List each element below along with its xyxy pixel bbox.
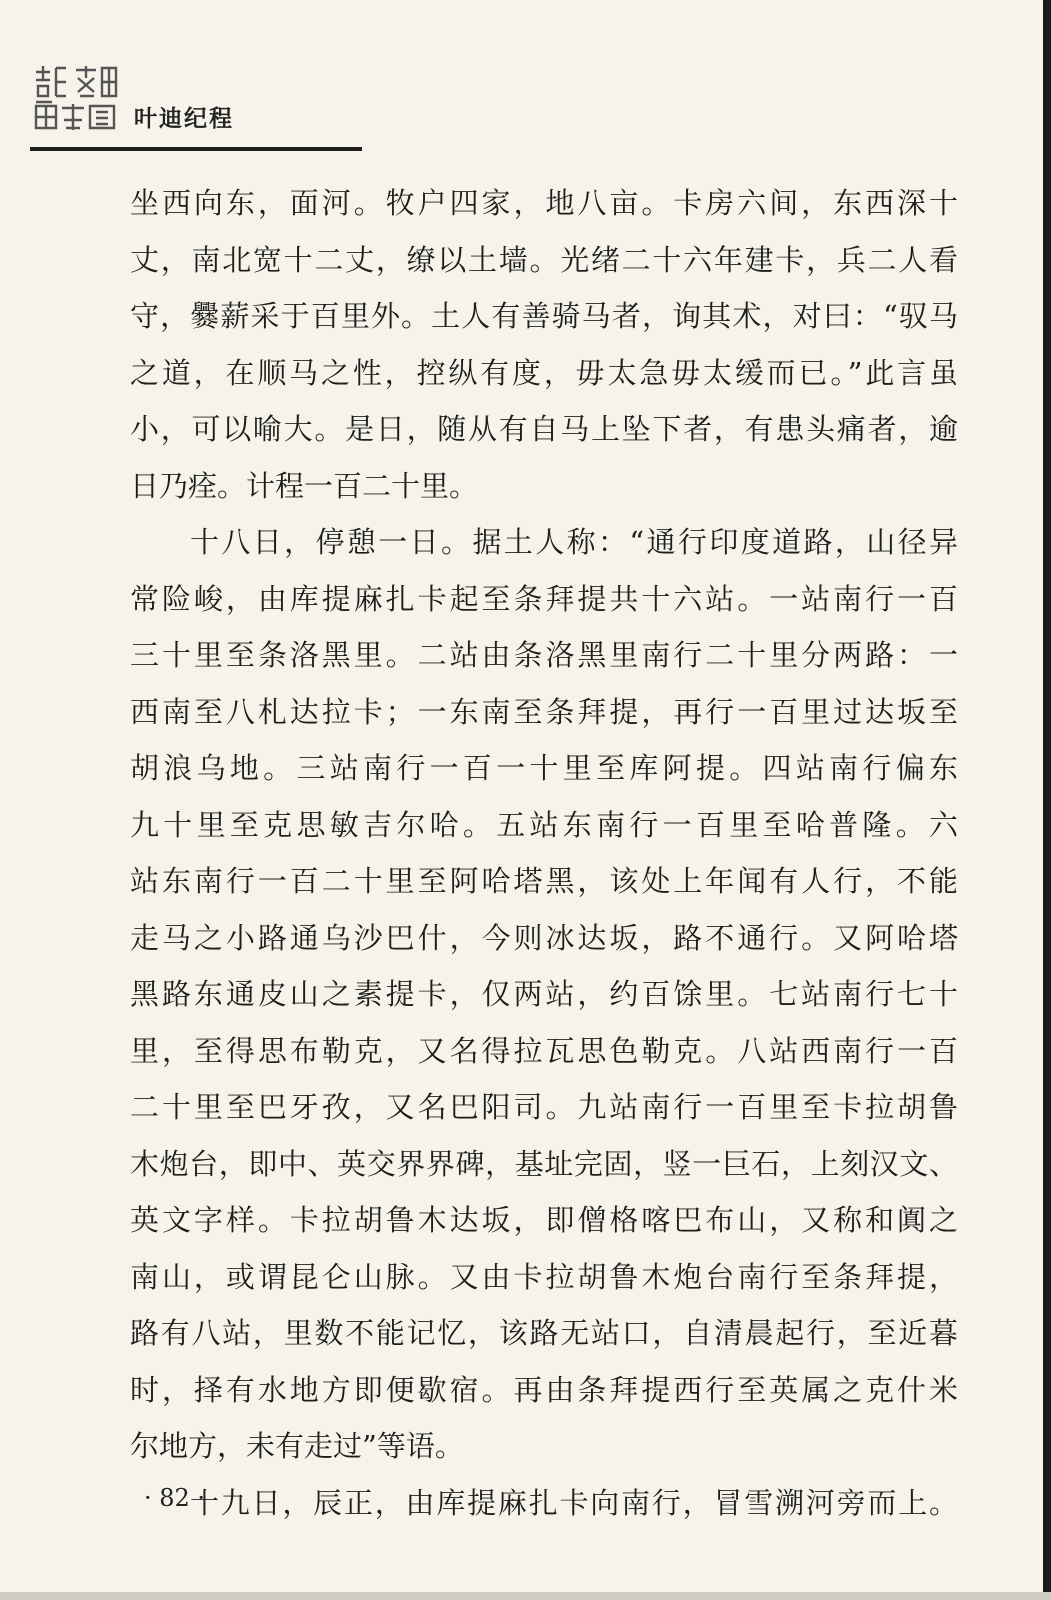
text-line: 十八日，停憩一日。据土人称：“通行印度道路，山径异 [190,525,958,559]
text-line: 常险峻，由库提麻扎卡起至条拜提共十六站。一站南行一百 [130,581,958,616]
text-line: 三十里至条洛黑里。二站由条洛黑里南行二十里分两路：一 [130,638,958,672]
series-seal-logo [30,62,122,134]
text-line: 里，至得思布勒克，又名得拉瓦思色勒克。八站西南行一百 [130,1033,958,1068]
page-edge-bottom [0,1592,1051,1600]
text-line: 走马之小路通乌沙巴什，今则冰达坂，路不通行。又阿哈塔 [130,920,958,955]
text-line: 尔地方，未有走过”等语。 [130,1429,464,1463]
text-line: 九十里至克思敏吉尔哈。五站东南行一百里至哈普隆。六 [130,807,958,842]
text-line: 丈，南北宽十二丈，缭以土墙。光绪二十六年建卡，兵二人看 [130,242,958,277]
text-line: 路有八站，里数不能记忆，该路无站口，自清晨起行，至近暮 [130,1316,958,1350]
page-number: · 82 · [144,1484,206,1512]
text-line: 时，择有水地方即便歇宿。再由条拜提西行至英属之克什米 [130,1372,958,1407]
text-line: 西南至八札达拉卡；一东南至条拜提，再行一百里过达坂至 [130,694,958,729]
body-text [130,175,958,1531]
text-line: 坐西向东，面河。牧户四家，地八亩。卡房六间，东西深十 [130,186,958,220]
text-line: 日乃痊。计程一百二十里。 [130,468,479,503]
page-edge-right [1043,0,1051,1600]
text-line: 英文字样。卡拉胡鲁木达坂，即僧格喀巴布山，又称和阗之 [130,1203,958,1237]
text-line: 站东南行一百二十里至阿哈塔黑，该处上年闻有人行，不能 [130,864,958,898]
text-line: 胡浪乌地。三站南行一百一十里至库阿提。四站南行偏东 [130,751,958,785]
text-line: 黑路东通皮山之素提卡，仅两站，约百馀里。七站南行七十 [130,977,958,1011]
text-line: 木炮台，即中、英交界界碑，基址完固，竖一巨石，上刻汉文、 [130,1146,958,1181]
text-line: 之道，在顺马之性，控纵有度，毋太急毋太缓而已。”此言虽 [130,355,958,390]
text-line: 南山，或谓昆仑山脉。又由卡拉胡鲁木炮台南行至条拜提， [130,1259,958,1294]
header-rule [30,147,362,151]
text-line: 守，爨薪采于百里外。土人有善骑马者，询其术，对曰：“驭马 [130,299,958,333]
running-header-title: 叶迪纪程 [134,106,234,132]
text-line: 十九日，辰正，由库提麻扎卡向南行，冒雪溯河旁而上。 [190,1485,958,1520]
text-line: 二十里至巴牙孜，又名巴阳司。九站南行一百里至卡拉胡鲁 [130,1090,958,1124]
text-line: 小，可以喻大。是日，随从有自马上坠下者，有患头痛者，逾 [130,412,958,446]
